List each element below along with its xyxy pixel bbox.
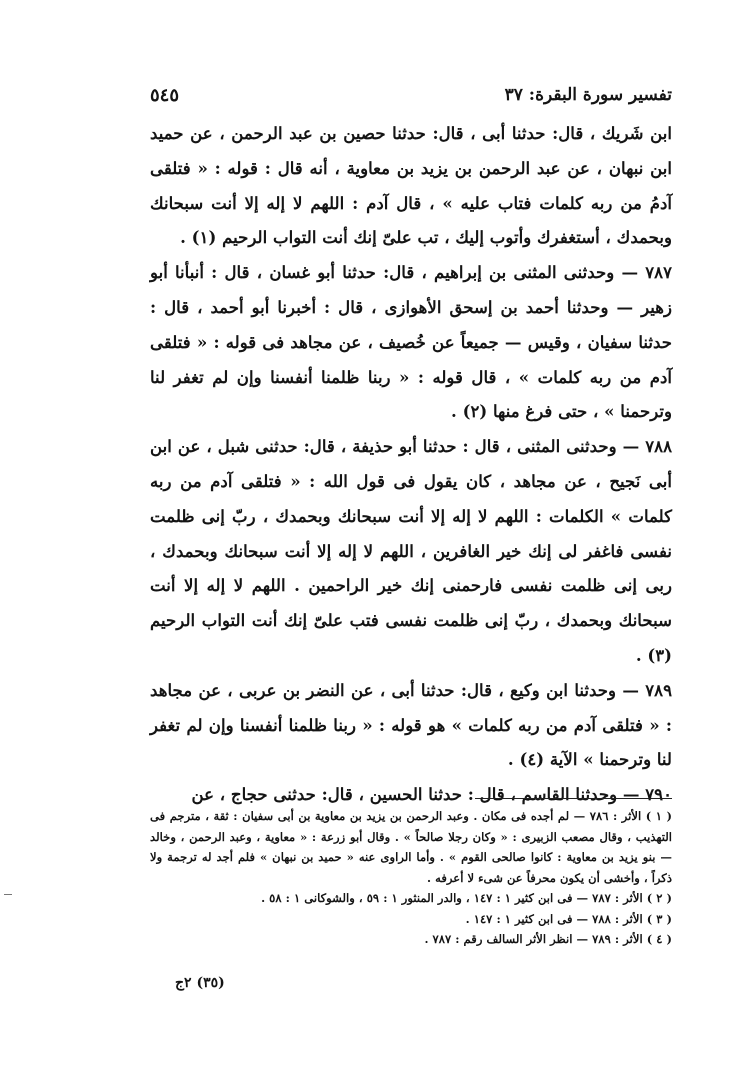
- main-text: [150, 116, 672, 812]
- paragraph-790: ٧٩٠ — وحدثنا القاسم ، قال : حدثنا الحسين ، قال: حدثنى حجاج ، عن: [191, 784, 672, 805]
- footnotes: [150, 806, 672, 950]
- footnote-1: ( ١ ) الأثر : ٧٨٦ — لم أجده فى مكان . وعبد الرحمن بن يزيد بن معاوية بن أبى سفيان : ثقة ، مترجم فى التهذيب ، وقال مصعب الزبيرى : « وكان رجلا صالحاً » . وقال أبو زرعة : « معاوية ، وعبد الرحمن ، وخالد — بنو يزيد بن معاوية : كانوا صالحى القوم » . وأما الراوى عنه « حميد بن نبهان » فلم أجد له ترجمة ولا ذكراً ، وأخشى أن يكون محرفاً عن شىء لا أعرفه .: [150, 809, 673, 885]
- printer-signature: (٣٥) ٢ج: [175, 975, 225, 991]
- footnote-4: ( ٤ ) الأثر : ٧٨٩ — انظر الأثر السالف رقم : ٧٨٧ .: [424, 932, 672, 946]
- paragraph-789: ٧٨٩ — وحدثنا ابن وكيع ، قال: حدثنا أبى ، عن النضر بن عربى ، عن مجاهد : « فتلقى آدم من ربه كلمات » هو قوله : « ربنا ظلمنا أنفسنا وإن لم تغفر لنا وترحمنا » الآية (٤) .: [150, 679, 672, 770]
- header-title: تفسير سورة البقرة: ٣٧: [504, 85, 672, 105]
- footnote-divider: [475, 798, 672, 799]
- margin-mark: [4, 894, 12, 895]
- paragraph-intro: ابن شَريك ، قال: حدثنا أبى ، قال: حدثنا حصين بن عبد الرحمن ، عن حميد ابن نبهان ، عن عبد الرحمن بن يزيد بن معاوية ، أنه قال : قوله : « فتلقى آدمُ من ربه كلمات فتاب عليه » ، قال آدم : اللهم لا إله إلا أنت سبحانك وبحمدك ، أستغفرك وأتوب إليك ، تب علىّ إنك أنت التواب الرحيم (١) .: [150, 123, 672, 248]
- footnote-3: ( ٣ ) الأثر : ٧٨٨ — فى ابن كثير ١ : ١٤٧ .: [465, 911, 672, 926]
- running-header: [150, 80, 672, 110]
- paragraph-788: ٧٨٨ — وحدثنى المثنى ، قال : حدثنا أبو حذيفة ، قال: حدثنى شبل ، عن ابن أبى نَجيح ، عن مجاهد ، كان يقول فى قول الله : « فتلقى آدم من ربه كلمات » الكلمات : اللهم لا إله إلا أنت سبحانك وبحمدك ، ربّ إنى ظلمت نفسى فاغفر لى إنك خير الغافرين ، اللهم لا إله إلا أنت سبحانك وبحمدك ، ربى إنى ظلمت نفسى فارحمنى إنك خير الراحمين . اللهم لا إله إلا أنت سبحانك وبحمدك ، ربّ إنى ظلمت نفسى فتب علىّ إنك أنت التواب الرحيم (٣) .: [150, 436, 672, 665]
- paragraph-787: ٧٨٧ — وحدثنى المثنى بن إبراهيم ، قال: حدثنا أبو غسان ، قال : أنبأنا أبو زهير — وحدثنا أحمد بن إسحق الأهوازى ، قال : أخبرنا أبو أحمد ، قال : حدثنا سفيان ، وقيس — جميعاً عن خُصيف ، عن مجاهد فى قوله : « فتلقى آدم من ربه كلمات » ، قال قوله : « ربنا ظلمنا أنفسنا وإن لم تغفر لنا وترحمنا » ، حتى فرغ منها (٢) .: [150, 262, 672, 422]
- footnote-2: ( ٢ ) الأثر : ٧٨٧ — فى ابن كثير ١ : ١٤٧ ، والدر المنثور ١ : ٥٩ ، والشوكانى ١ : ٥٨ .: [261, 891, 672, 905]
- page-number: ٥٤٥: [150, 84, 180, 106]
